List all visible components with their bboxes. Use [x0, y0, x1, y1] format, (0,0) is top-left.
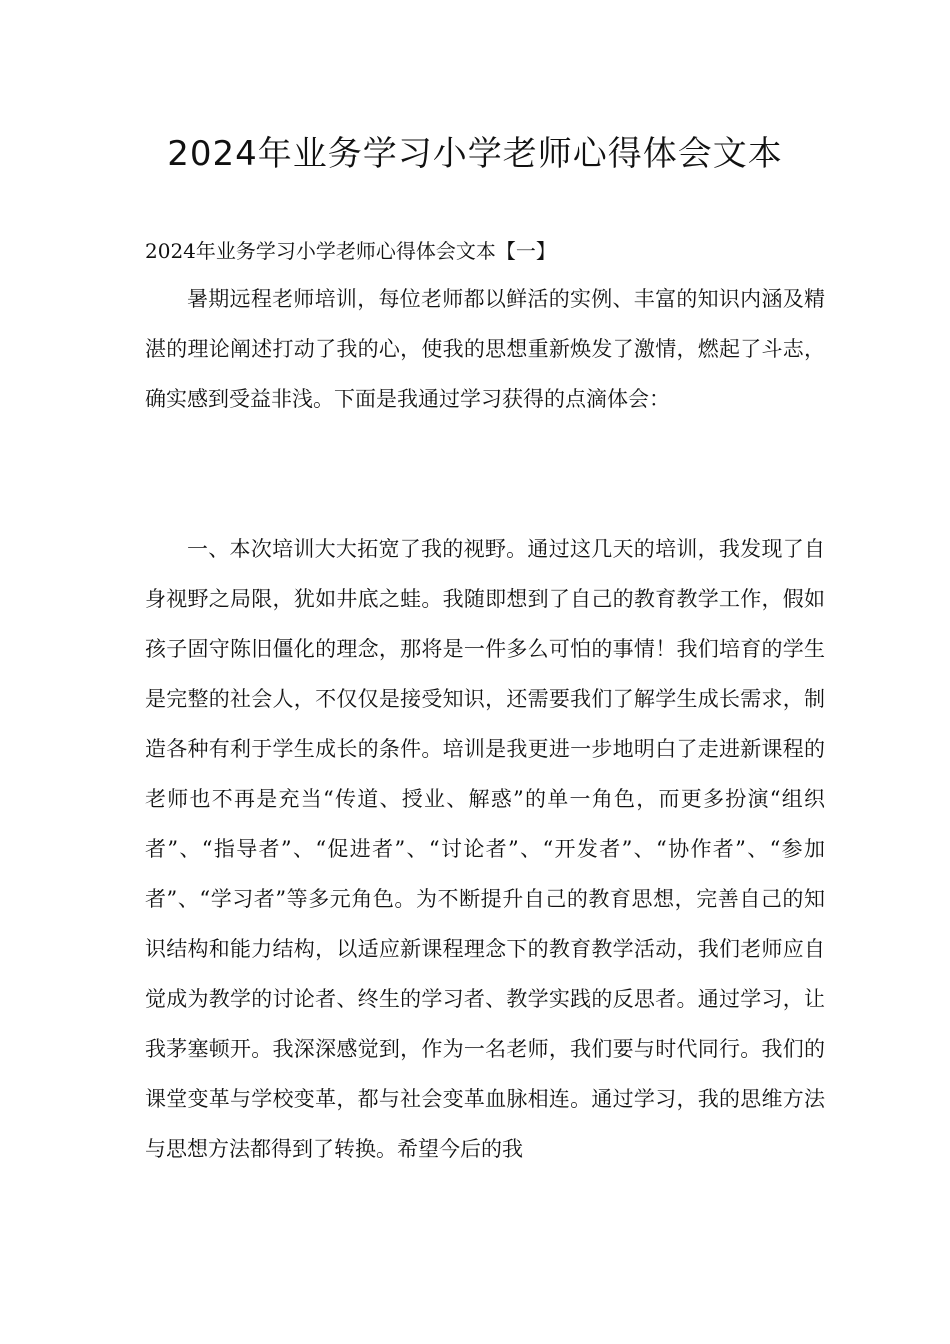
document-title: 2024年业务学习小学老师心得体会文本 — [167, 134, 783, 174]
section-heading: 2024年业务学习小学老师心得体会文本【一】 — [145, 239, 556, 263]
paragraph-intro: 暑期远程老师培训，每位老师都以鲜活的实例、丰富的知识内涵及精湛的理论阐述打动了我的心，使我的思想重新焕发了激情，燃起了斗志，确实感到受益非浅。下面是我通过学习获得的点滴体会： — [145, 287, 825, 411]
paragraph-point-one: 一、本次培训大大拓宽了我的视野。通过这几天的培训，我发现了自身视野之局限，犹如井底之蛙。我随即想到了自己的教育教学工作，假如孩子固守陈旧僵化的理念，那将是一件多么可怕的事情！我们培育的学生是完整的社会人，不仅仅是接受知识，还需要我们了解学生成长需求，制造各种有利于学生成长的条件。培训是我更进一步地明白了走进新课程的老师也不再是充当“传道、授业、解惑”的单一角色，而更多扮演“组织者”、“指导者”、“促进者”、“讨论者”、“开发者”、“协作者”、“参加者”、“学习者”等多元角色。为不断提升自己的教育思想，完善自己的知识结构和能力结构，以适应新课程理念下的教育教学活动，我们老师应自觉成为教学的讨论者、终生的学习者、教学实践的反思者。通过学习，让我茅塞顿开。我深深感觉到，作为一名老师，我们要与时代同行。我们的课堂变革与学校变革，都与社会变革血脉相连。通过学习，我的思维方法与思想方法都得到了转换。希望今后的我 — [145, 537, 825, 1161]
